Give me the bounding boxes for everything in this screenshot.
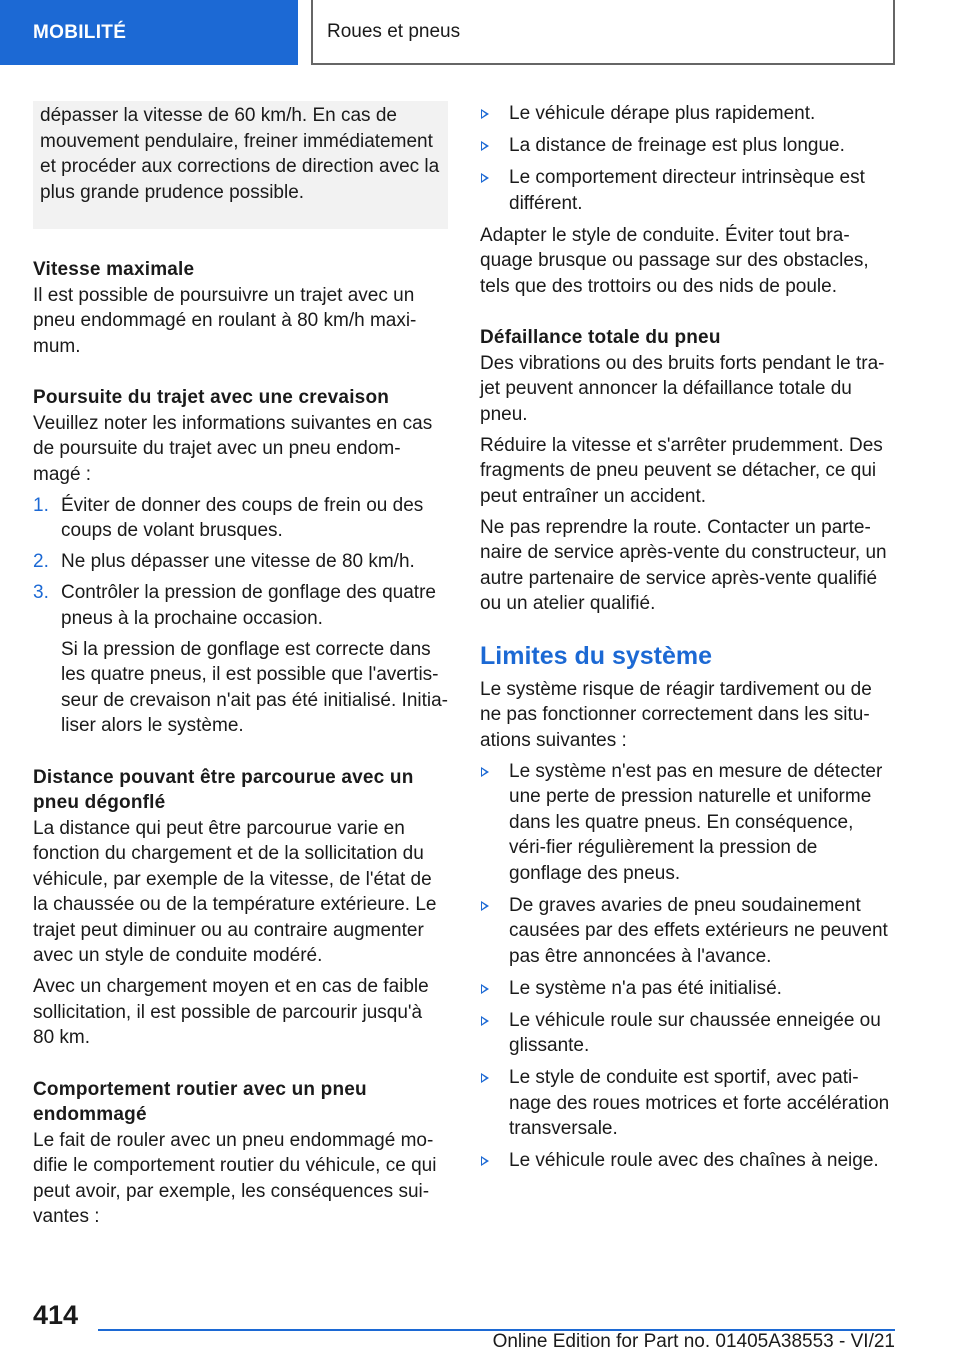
list-item-text: Le véhicule dérape plus rapidement.	[509, 103, 816, 124]
list-item-text: Le véhicule roule avec des chaînes à neige.	[509, 1150, 879, 1171]
failure-paragraph-2: Réduire la vitesse et s'arrêter prudemment. Des fragments de pneu peuvent se détacher, ce qui peut entraîner un accident.	[480, 434, 883, 507]
limits-list	[480, 759, 895, 1174]
list-item	[480, 759, 895, 887]
page-number: 414	[33, 1300, 79, 1330]
failure-paragraph-3: Ne pas reprendre la route. Contacter un parte-naire de service après-vente du constructeur, un autre partenaire de service après-vente qualifié ou un atelier qualifié.	[480, 516, 887, 614]
distance-paragraph-2: Avec un chargement moyen et en cas de faible sollicitation, il est possible de parcourir jusqu'à 80 km.	[33, 976, 429, 1048]
distance-paragraph-1: La distance qui peut être parcourue varie en fonction du chargement et de la sollicitation du véhicule, par exemple de la vitesse, de l'état de la chaussée ou de la température extérieure. Le trajet peut diminuer ou au contraire augmenter avec un style de conduite modéré.	[33, 817, 437, 966]
list-item	[33, 493, 448, 544]
list-item	[480, 1148, 895, 1174]
triangle-bullet-icon	[481, 767, 489, 777]
list-item	[33, 549, 448, 575]
limits-heading: Limites du système	[480, 641, 713, 670]
left-column	[33, 101, 448, 1235]
speed-heading: Vitesse maximale	[33, 259, 195, 280]
list-item-text: La distance de freinage est plus longue.	[509, 135, 845, 156]
step-text: Contrôler la pression de gonflage des quatre pneus à la prochaine occasion.	[61, 582, 436, 629]
footer-edition: Online Edition for Part no. 01405A38553 - VI/21	[492, 1331, 895, 1352]
triangle-bullet-icon	[481, 1156, 489, 1166]
list-item	[480, 1065, 895, 1142]
puncture-steps-list	[33, 493, 448, 632]
failure-paragraph-1: Des vibrations ou des bruits forts pendant le tra-jet peuvent annoncer la défaillance totale du pneu.	[480, 352, 885, 425]
distance-heading: Distance pouvant être parcourue avec un pneu dégonflé	[33, 766, 414, 813]
header-section-label: MOBILITÉ	[33, 21, 127, 43]
note-text: dépasser la vitesse de 60 km/h. En cas de mouvement pendulaire, freiner immédiatement et procéder aux corrections de direction avec la plus grande prudence possible.	[40, 105, 440, 203]
list-item	[480, 976, 895, 1002]
header-section-tab	[0, 0, 298, 65]
consequences-list	[480, 101, 895, 216]
triangle-bullet-icon	[481, 1073, 489, 1083]
list-item-text: Le véhicule roule sur chaussée enneigée ou glissante.	[509, 1009, 881, 1056]
speed-paragraph: Il est possible de poursuivre un trajet avec un pneu endommagé en roulant à 80 km/h maxi-mum.	[33, 284, 417, 357]
list-item	[480, 133, 895, 159]
triangle-bullet-icon	[481, 141, 489, 151]
behavior-heading: Comportement routier avec un pneu endommagé	[33, 1078, 367, 1125]
list-item	[33, 580, 448, 631]
right-column	[480, 101, 895, 1180]
triangle-bullet-icon	[481, 1016, 489, 1026]
list-item	[480, 165, 895, 216]
list-item-text: Le comportement directeur intrinsèque est différent.	[509, 167, 865, 214]
list-item-text: Le système n'a pas été initialisé.	[509, 977, 782, 999]
list-item-text: De graves avaries de pneu soudainement causées par des effets extérieurs ne peuvent pas être annoncées à l'avance.	[509, 894, 888, 967]
triangle-bullet-icon	[481, 901, 489, 911]
behavior-paragraph: Le fait de rouler avec un pneu endommagé mo-difie le comportement routier du véhicule, ce qui peut avoir, par exemple, les conséquences sui-vantes :	[33, 1129, 437, 1227]
list-item	[480, 893, 895, 970]
triangle-bullet-icon	[481, 984, 489, 994]
adapt-paragraph: Adapter le style de conduite. Éviter tout bra-quage brusque ou passage sur des obstacles, tels que des trottoirs ou des nids de poule.	[480, 224, 869, 297]
step-number: 3.	[33, 582, 49, 603]
list-item-text: Le style de conduite est sportif, avec pati-nage des roues motrices et forte accélération transversale.	[509, 1067, 890, 1139]
puncture-paragraph: Veuillez noter les informations suivantes en cas de poursuite du trajet avec un pneu endom-magé :	[33, 412, 433, 485]
step-number: 1.	[33, 494, 49, 516]
list-item	[480, 1008, 895, 1059]
limits-paragraph: Le système risque de réagir tardivement ou de ne pas fonctionner correctement dans les situ-ations suivantes :	[480, 678, 872, 751]
failure-heading: Défaillance totale du pneu	[480, 327, 721, 348]
step-text: Ne plus dépasser une vitesse de 80 km/h.	[61, 551, 415, 572]
step-number: 2.	[33, 551, 49, 572]
triangle-bullet-icon	[481, 173, 489, 183]
puncture-heading: Poursuite du trajet avec une crevaison	[33, 387, 390, 408]
header-chapter-box	[311, 0, 895, 65]
list-item-text: Le système n'est pas en mesure de détecter une perte de pression naturelle et uniforme dans les quatre pneus. En conséquence, véri-fier régulièrement la pression de gonflage des pneus.	[509, 760, 883, 884]
step3-continuation: Si la pression de gonflage est correcte dans les quatre pneus, il est possible que l'avertis-seur de crevaison n'ait pas été initialisé. Initia-liser alors le système.	[61, 638, 448, 736]
header-chapter-label: Roues et pneus	[327, 20, 461, 42]
note-box	[33, 101, 448, 229]
step-text: Éviter de donner des coups de frein ou des coups de volant brusques.	[61, 494, 424, 541]
triangle-bullet-icon	[481, 109, 489, 119]
list-item	[480, 101, 895, 127]
